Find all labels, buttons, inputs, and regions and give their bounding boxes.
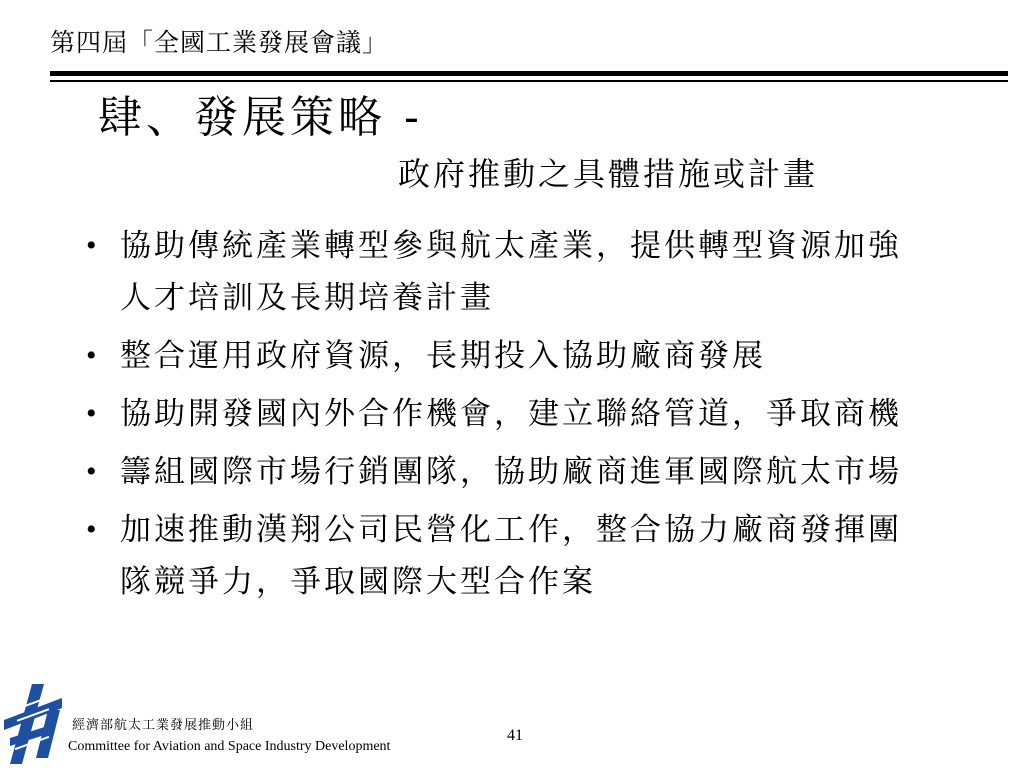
bullet-item [80,446,930,498]
bullet-icon: • [86,513,97,546]
bullet-list [80,220,930,614]
bullet-icon: • [86,229,97,262]
bullet-icon: • [86,455,97,488]
committee-logo-icon [2,680,64,766]
header-rule-thin [50,80,1008,82]
bullet-text: 協助開發國內外合作機會，建立聯絡管道，爭取商機 [120,396,902,432]
bullet-item [80,330,930,382]
page-number: 41 [507,727,523,744]
header-rule-thick [50,71,1008,76]
bullet-item [80,504,930,608]
bullet-text: 籌組國際市場行銷團隊，協助廠商進軍國際航太市場 [120,454,902,490]
slide-title: 肆、發展策略 - [98,92,423,143]
bullet-icon: • [86,339,97,372]
footer-org-chinese: 經濟部航太工業發展推動小組 [72,718,255,733]
bullet-text: 整合運用政府資源，長期投入協助廠商發展 [120,338,766,374]
slide-subtitle: 政府推動之具體措施或計畫 [398,155,819,193]
footer-org-english: Committee for Aviation and Space Industry Development [68,739,391,754]
bullet-item [80,388,930,440]
bullet-item [80,220,930,324]
conference-title: 第四屆「全國工業發展會議」 [50,28,389,57]
bullet-text: 加速推動漢翔公司民營化工作，整合協力廠商發揮團隊競爭力，爭取國際大型合作案 [120,512,902,600]
bullet-text: 協助傳統產業轉型參與航太產業，提供轉型資源加強人才培訓及長期培養計畫 [120,228,902,316]
bullet-icon: • [86,397,97,430]
